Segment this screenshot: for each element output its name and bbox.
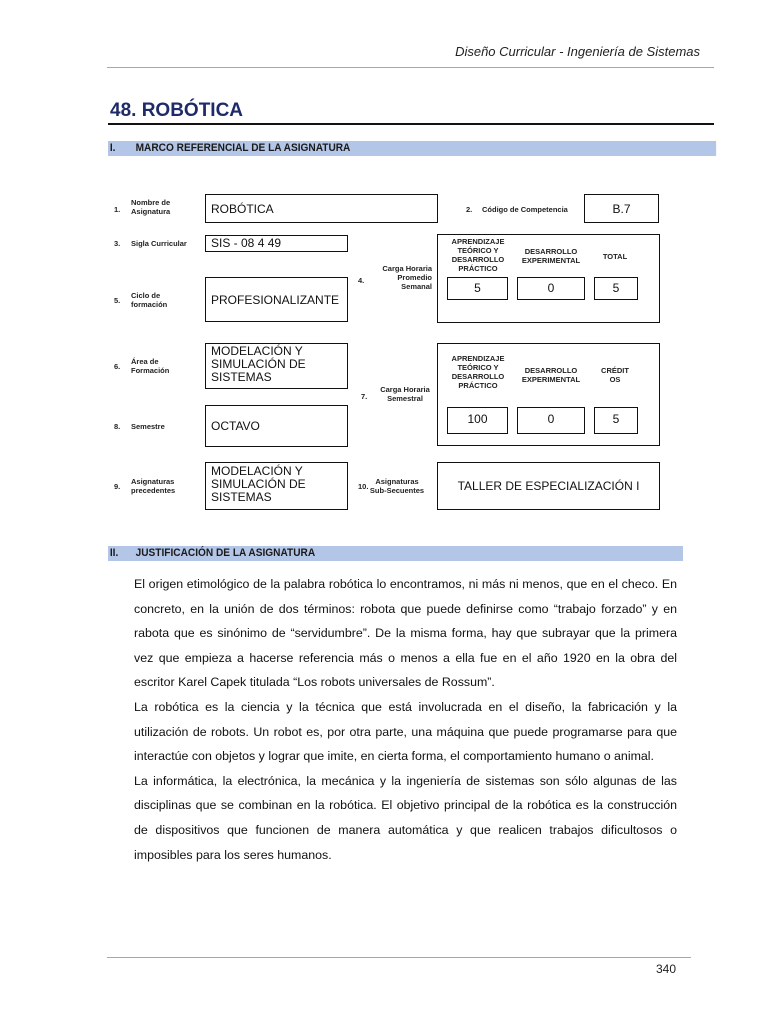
title-rule — [108, 123, 714, 125]
semester-theory-header: APRENDIZAJE TEÓRICO Y DESARROLLO PRÁCTICO — [451, 354, 505, 390]
field-7-number: 7. — [361, 392, 368, 401]
weekly-experimental-header: DESARROLLO EXPERIMENTAL — [521, 247, 581, 265]
field-9-box — [205, 462, 348, 510]
page-number: 340 — [655, 962, 676, 976]
paragraph: La robótica es la ciencia y la técnica que está involucrada en el diseño, la fabricación y la utilización de robots. Un robot es, por otra parte, una máquina que puede programarse para que interactúe con objetos y lograr que imite, en cierta forma, el comportamiento humano o animal. — [134, 699, 677, 764]
field-4-label: Carga Horaria Promedio Semanal — [382, 264, 432, 291]
field-6-label: Área de Formación — [131, 357, 170, 375]
field-9-number: 9. — [114, 482, 121, 491]
section-number: I. — [109, 142, 116, 154]
page-title: 48. ROBÓTICA — [110, 100, 244, 121]
weekly-theory-header: APRENDIZAJE TEÓRICO Y DESARROLLO PRÁCTICO — [451, 237, 505, 273]
field-1-label: Nombre de Asignatura — [131, 198, 171, 216]
curricular-code-value: SIS - 08 4 49 — [211, 236, 282, 250]
weekly-total-value: 5 — [594, 277, 638, 300]
competency-code-value: B.7 — [612, 202, 631, 216]
page-header: Diseño Curricular - Ingeniería de Sistemas — [455, 44, 700, 59]
field-8-label: Semestre — [131, 422, 165, 431]
field-2-box — [584, 194, 659, 223]
formation-cycle-value: PROFESIONALIZANTE — [211, 293, 340, 307]
semester-value: OCTAVO — [211, 419, 260, 433]
field-10-box — [437, 462, 660, 510]
subject-name-value: ROBÓTICA — [211, 202, 274, 216]
field-7-label: Carga Horaria Semestral — [380, 385, 430, 403]
field-3-label: Sigla Curricular — [131, 239, 187, 248]
field-5-label: Ciclo de formación — [131, 291, 168, 309]
weekly-theory-value: 5 — [447, 277, 508, 300]
paragraph: La informática, la electrónica, la mecánica y la ingeniería de sistemas son sólo algunas de las disciplinas que se combinan en la robótica. El objetivo principal de la robótica es la construcción de dispositivos que funcionen de manera automática y que realicen trabajos dificultosos o imposibles para los seres humanos. — [134, 773, 677, 862]
footer-rule — [107, 957, 691, 958]
field-10-number: 10. — [358, 482, 369, 491]
field-4-number: 4. — [358, 276, 365, 285]
justification-text — [134, 572, 677, 867]
field-6-box — [205, 343, 348, 389]
section-label: MARCO REFERENCIAL DE LA ASIGNATURA — [135, 142, 351, 154]
weekly-experimental-value: 0 — [517, 277, 585, 300]
section-heading-1 — [108, 141, 716, 156]
field-10-label: Asignaturas Sub-Secuentes — [369, 477, 425, 495]
field-1-box — [205, 194, 438, 223]
section-heading-2 — [108, 546, 683, 561]
field-5-box — [205, 277, 348, 322]
subsequent-subjects-value: TALLER DE ESPECIALIZACIÓN I — [457, 479, 640, 493]
prerequisite-subjects-value: MODELACIÓN Y SIMULACIÓN DE SISTEMAS — [211, 464, 306, 504]
header-rule — [107, 67, 714, 68]
semester-theory-value: 100 — [447, 407, 508, 434]
semester-credits-header: CRÉDIT OS — [601, 366, 629, 384]
formation-area-value: MODELACIÓN Y SIMULACIÓN DE SISTEMAS — [211, 344, 306, 384]
semester-experimental-value: 0 — [517, 407, 585, 434]
field-5-number: 5. — [114, 296, 121, 305]
paragraph: El origen etimológico de la palabra robótica lo encontramos, ni más ni menos, que en el checo. En concreto, en la unión de dos términos: robota que puede definirse como “trabajo forzado” y en rabota que es sinónimo de “servidumbre”. De la misma forma, hay que subrayar que la primera vez que empieza a hacerse referencia más o menos a ella fue en el año 1920 en la obra del escritor Karel Capek titulada “Los robots universales de Rossum”. — [134, 577, 677, 690]
weekly-total-header: TOTAL — [602, 252, 628, 261]
section-number: II. — [109, 547, 119, 559]
field-1-number: 1. — [114, 205, 121, 214]
field-3-box — [205, 235, 348, 252]
field-6-number: 6. — [114, 362, 121, 371]
section-label: JUSTIFICACIÓN DE LA ASIGNATURA — [135, 547, 316, 559]
field-8-number: 8. — [114, 422, 121, 431]
field-9-label: Asignaturas precedentes — [131, 477, 176, 495]
field-2-number: 2. — [466, 205, 473, 214]
field-8-box — [205, 405, 348, 447]
field-2-label: Código de Competencia — [482, 205, 568, 214]
field-3-number: 3. — [114, 239, 121, 248]
semester-credits-value: 5 — [594, 407, 638, 434]
semester-experimental-header: DESARROLLO EXPERIMENTAL — [521, 366, 581, 384]
